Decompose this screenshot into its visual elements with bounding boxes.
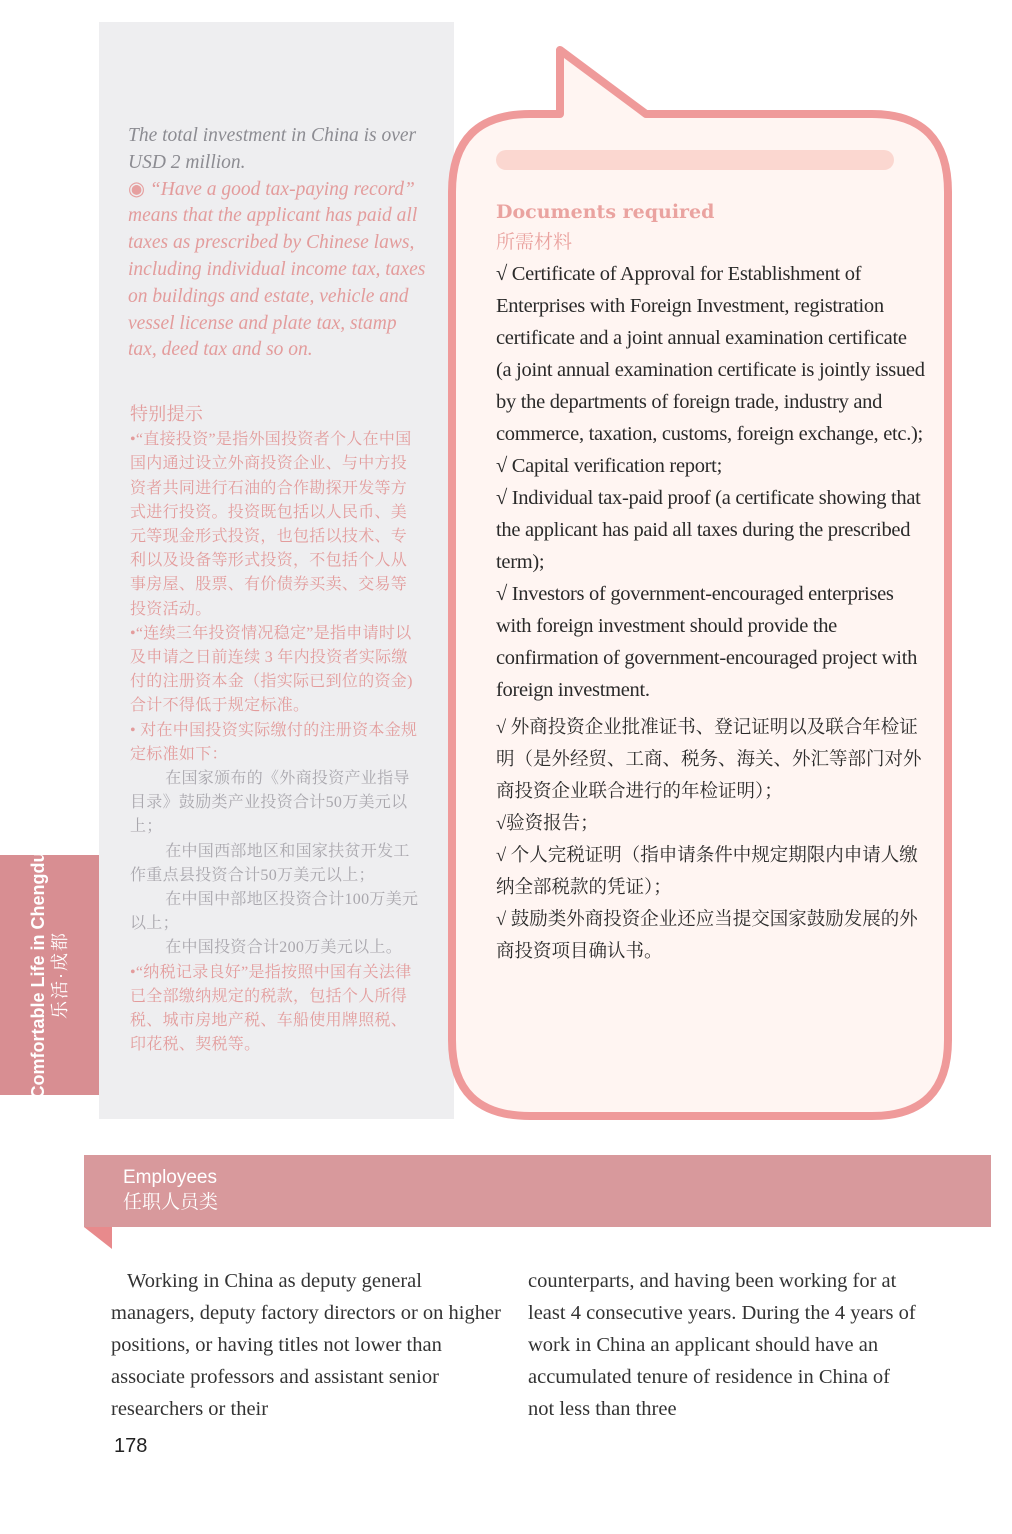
tip-item: •“纳税记录良好”是指按照中国有关法律已全部缴纳规定的税款，包括个人所得税、城市房地产税、车船使用牌照税、印花税、契税等。: [130, 963, 412, 1054]
tip-subitem: 在国家颁布的《外商投资产业指导目录》鼓励类产业投资合计50万美元以上；: [130, 770, 410, 836]
tip-item: • 对在中国投资实际缴付的注册资本金规定标准如下：: [130, 721, 418, 763]
body-column-right: [528, 1265, 918, 1425]
document-item-zh: √ 鼓励类外商投资企业还应当提交国家鼓励发展的外商投资项目确认书。: [496, 910, 918, 962]
documents-content: [496, 196, 926, 968]
callout-header-bar: [496, 150, 894, 170]
employees-heading: [123, 1165, 218, 1215]
document-item-zh: √ 外商投资企业批准证书、登记证明以及联合年检证明（是外经贸、工商、税务、海关、外汇等部门对外商投资企业联合进行的年检证明）；: [496, 718, 922, 802]
document-item-zh: √ 个人完税证明（指申请条件中规定期限内申请人缴纳全部税款的凭证）；: [496, 846, 918, 898]
banner-fold-flap: [84, 1227, 114, 1251]
document-item-zh: √验资报告；: [496, 814, 599, 834]
body-paragraph-continued: counterparts, and having been working for at least 4 consecutive years. During the 4 years of work in China an applicant should have an accumulated tenure of residence in China of not less than three: [528, 1270, 916, 1420]
document-item: √ Certificate of Approval for Establishment of Enterprises with Foreign Investment, registration certificate and a joint annual examination certificate (a joint annual examination certificate is jointly issued by the departments of foreign trade, industry and commerce, taxation, customs, foreign exchange, etc.);: [496, 263, 925, 445]
document-item: √ Individual tax-paid proof (a certificate showing that the applicant has paid all taxes during the prescribed term);: [496, 487, 921, 573]
tip-item: •“直接投资”是指外国投资者个人在中国国内通过设立外商投资企业、与中方投资者共同进行石油的合作勘探开发等方式进行投资。投资既包括以人民币、美元等现金形式投资，也包括以技术、专利以及设备等形式投资，不包括个人从事房屋、股票、有价债券买卖、交易等投资活动。: [130, 431, 412, 618]
chapter-tab-chinese: 乐活·成都: [50, 931, 70, 1019]
body-paragraph: Working in China as deputy general managers, deputy factory directors or on higher positions, or having titles not lower than associate professors and assistant senior researchers or their: [111, 1270, 501, 1420]
investment-note: The total investment in China is over USD 2 million.: [128, 125, 417, 173]
tip-subitem: 在中国西部地区和国家扶贫开发工作重点县投资合计50万美元以上；: [130, 842, 410, 884]
document-item: √ Capital verification report;: [496, 455, 722, 477]
documents-title-zh: 所需材料: [496, 232, 573, 253]
employees-section-banner: [84, 1155, 991, 1227]
tip-subitem: 在中国投资合计200万美元以上。: [165, 939, 402, 957]
chapter-tab-english: Comfortable Life in Chengdu: [28, 851, 48, 1099]
document-item: √ Investors of government-encouraged enterprises with foreign investment should provide the confirmation of government-encouraged project with foreign investment.: [496, 583, 918, 701]
documents-list-english: [496, 258, 926, 706]
documents-title: Documents required: [496, 201, 715, 223]
bullet-icon: ◉: [128, 178, 146, 200]
employees-heading-chinese: 任职人员类: [123, 1192, 219, 1213]
tip-item: •“连续三年投资情况稳定”是指申请时以及申请之日前连续 3 年内投资者实际缴付的注册资本金（指实际已到位的资金)合计不得低于规定标准。: [130, 624, 413, 715]
page-number: 178: [114, 1435, 148, 1457]
employees-heading-english: Employees: [123, 1167, 217, 1188]
tip-subitem: 在中国中部地区投资合计100万美元以上；: [130, 891, 419, 933]
special-tips-title: 特别提示: [130, 404, 204, 424]
documents-list-chinese: [496, 712, 926, 968]
tax-record-text: “Have a good tax-paying record” means that the applicant has paid all taxes as prescribed by Chinese laws, including individual income tax, taxes on buildings and estate, vehicle and vessel license and plate tax, stamp tax, deed tax and so on.: [128, 178, 426, 361]
body-column-left: [111, 1265, 501, 1425]
